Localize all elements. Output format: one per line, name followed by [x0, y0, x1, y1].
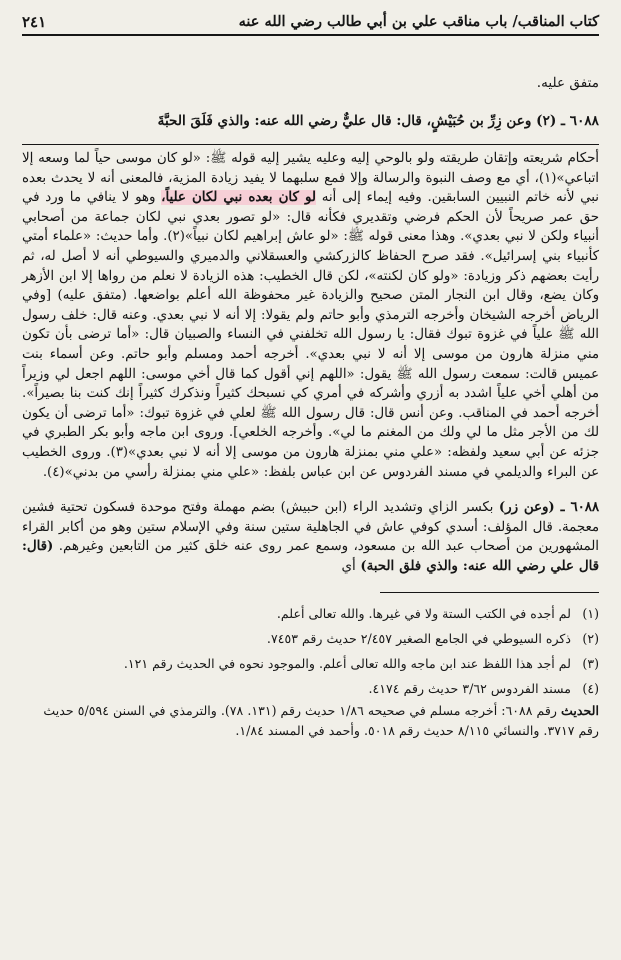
footnote-text: لم أجده في الكتب الستة ولا في غيرها. والله تعالى أعلم. [276, 606, 571, 622]
hadith-text: ٦٠٨٨ ـ (٢) وعن زِرِّ بن حُبَيْشٍ، قال: قال عليٌّ رضي الله عنه: والذي فَلَقَ الحبَّةَ [157, 113, 599, 129]
footnote-number: (٤) [582, 681, 599, 697]
footnote-text: لم أجد هذا اللفظ عند ابن ماجه والله تعالى أعلم. والموجود نحوه في الحديث رقم ١٢١. [123, 656, 571, 672]
page-header [22, 10, 599, 36]
footnote-text: ذكره السيوطي في الجامع الصغير ٢/٤٥٧ حديث رقم ٧٤٥٣. [266, 631, 571, 647]
explanation-text: بكسر الزاي وتشديد الراء (ابن حبيش) بضم مهملة وفتح موحدة فسكون تحتية فشين معجمة. قال المؤلف: أسدي كوفي عاش في الجاهلية ستين سنة وفي الإسلام ستين وهو من أكابر القراء المشهورين من أصحاب عبد الله بن مسعود، وسمع عمر روى عنه خلق كثير من التابعين وغيرهم. [22, 500, 599, 555]
explanation-paragraph [22, 498, 599, 576]
explanation-tail: أي [341, 558, 356, 574]
hadith-reference-text: رقم ٦٠٨٨: أخرجه مسلم في صحيحه ١/٨٦ حديث رقم (١٣١. ٧٨). والترمذي في السنن ٥/٥٩٤ حديث رقم ٣٧١٧. والنسائي ٨/١١٥ حديث رقم ٥٠١٨. وأحمد في المسند ١/٨٤. [43, 703, 599, 739]
footnote [22, 651, 599, 676]
hadith-reference [22, 701, 599, 740]
footnote-number: (٢) [582, 631, 599, 647]
highlighted-phrase: لو كان بعده نبي لكان علياً، [161, 190, 316, 206]
footnote [22, 626, 599, 651]
footnote [22, 601, 599, 626]
explanation-lead: ٦٠٨٨ ـ (وعن زر) [498, 500, 600, 516]
commentary-paragraph [22, 149, 599, 482]
footnote-number: (٣) [582, 656, 599, 672]
footnote [22, 676, 599, 701]
hadith-divider [22, 144, 599, 145]
commentary-text-start: أحكام شريعته وإتقان طريقته ولو بالوحي إليه وعليه يشير إليه قوله ﷺ: «لو كان موسى حياً لما وسعه إلا اتباعي»(١)، أي مع وصف النبوة والرسالة وإلا فمع سلبهما لا يفيد زيادة المزية، فالمعنى أنه لا يحدث بعده نبي لأنه خاتم النبيين السابقين. وفيه إيماء إلى أنه [22, 151, 599, 206]
footnote-text: مسند الفردوس ٣/٦٢ حديث رقم ٤١٧٤. [368, 681, 571, 697]
explanation-quote: (قال: قال علي رضي الله عنه: والذي فلق الحبة) [22, 539, 599, 574]
page-number: ٢٤١ [22, 13, 47, 31]
agreed-upon-line: متفق عليه. [536, 75, 599, 91]
footnote-divider [380, 592, 599, 593]
hadith-reference-lead: الحديث [561, 703, 599, 719]
header-title: كتاب المناقب/ باب مناقب علي بن أبي طالب رضي الله عنه [238, 13, 599, 30]
footnote-number: (١) [582, 606, 599, 622]
commentary-text-rest: وهو لا ينافي ما ورد في حق عمر صريحاً لأن الحكم فرضي وتقديري فكأنه قال: «لو تصور بعدي نبي لكان جماعة من أصحابي أنبياء ولكن لا نبي بعدي». وهذا معنى قوله ﷺ: «لو عاش إبراهيم لكان نبياً»(٢). وأما حديث: «علماء أمتي كأنبياء بني إسرائيل». فقد صرح الحفاظ كالزركشي والعسقلاني والدميري والسيوطي أنه لا أصل له، ثم رأيت بعضهم ذكر وزيادة: «ولو كان لكنته»، لكن قال الخطيب: هذه الزيادة لا نعلم من رواها إلا ابن الأزهر وكان يضع، وقال ابن النجار المتن صحيح والزيادة غير محفوظة الله أعلم بواضعها. (متفق عليه) [وفي الرياض أخرجه الشيخان وأخرجه الترمذي وأبو حاتم ولم يقولا: إلا أنه لا نبي بعدي. وعنه قال: خلف رسول الله ﷺ علياً في غزوة تبوك فقال: يا رسول الله تخلفني في النساء والصبيان قال: «أما ترضى بأن تكون مني منزلة هارون من موسى إلا أنه لا نبي بعدي». أخرجه أحمد ومسلم وأبو حاتم. وعن أسماء بنت عميس قالت: سمعت رسول الله ﷺ يقول: «اللهم إني أقول كما قال أخي موسى: اللهم اجعل لي وزيراً من أهلي أخي علياً اشدد به أزري وأشركه في أمري كي نسبحك كثيراً ونذكرك كثيراً إنك كنت بنا بصيراً». أخرجه أحمد في المناقب. وعن أنس قال: قال رسول الله ﷺ لعلي في غزوة تبوك: «أما ترضى أن يكون لك من الأجر مثل ما لي ولك من المغنم ما لي». وأخرجه الخلعي]. وروى ابن ماجه وأبو بكر الطبري في جزئه عن أبي سعيد ولفظه: «علي مني بمنزلة هارون من موسى إلا أنه لا نبي بعدي»(٣). وروى الخطيب عن البراء والديلمي في مسند الفردوس عن ابن عباس بلفظ: «علي مني بمنزلة رأسي من بدني»(٤). [22, 190, 599, 480]
